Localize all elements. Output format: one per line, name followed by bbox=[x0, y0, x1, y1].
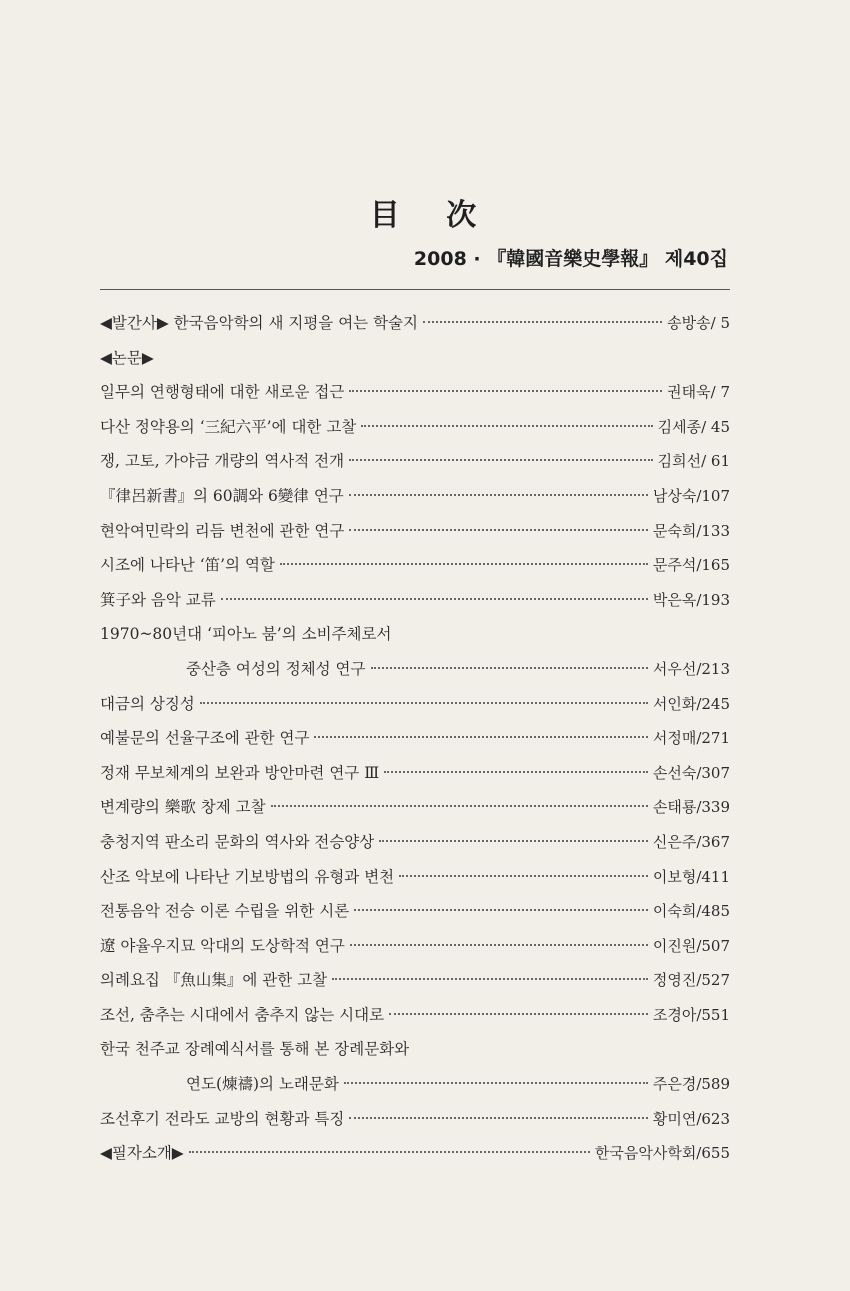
leader-dots bbox=[189, 1150, 590, 1153]
leader-dots bbox=[350, 943, 648, 946]
toc-entry-title: 『律呂新書』의 60調와 6變律 연구 bbox=[100, 486, 344, 505]
toc-entry-title: 산조 악보에 나타난 기보방법의 유형과 변천 bbox=[100, 867, 395, 886]
toc-entry bbox=[100, 548, 730, 583]
leader-dots bbox=[349, 458, 652, 461]
toc-entry-page: 손선숙/307 bbox=[652, 763, 730, 782]
toc-entry-title: 遼 야율우지묘 악대의 도상학적 연구 bbox=[100, 936, 345, 955]
toc-entry bbox=[100, 1067, 730, 1102]
toc-entry-title: 의례요집 『魚山集』에 관한 고찰 bbox=[100, 971, 328, 990]
toc-entry-title: 중산층 여성의 정체성 연구 bbox=[186, 659, 366, 678]
toc-entry bbox=[100, 756, 730, 791]
toc-entry-page: 남상숙/107 bbox=[652, 486, 730, 505]
toc-entry-page: 이진원/507 bbox=[652, 936, 730, 955]
toc-entry-first-line bbox=[100, 617, 730, 652]
toc-entry bbox=[100, 825, 730, 860]
leader-dots bbox=[371, 666, 648, 669]
page-title: 目 次 bbox=[369, 198, 495, 233]
toc-entry-first-line bbox=[100, 1032, 730, 1067]
toc-entry-title: ◀발간사▶ 한국음악학의 새 지평을 여는 학술지 bbox=[100, 314, 418, 332]
toc-entry bbox=[100, 375, 730, 410]
toc-entry bbox=[100, 894, 730, 929]
leader-dots bbox=[349, 493, 648, 496]
toc-entry-title: 조선후기 전라도 교방의 현황과 특징 bbox=[100, 1109, 345, 1128]
toc-entry-page: 권태욱/ 7 bbox=[667, 383, 730, 402]
journal-subtitle: 2008 · 『韓國音樂史學報』 제40집 bbox=[413, 248, 728, 270]
toc-entry-page: 김세종/ 45 bbox=[657, 417, 730, 436]
toc-entry-title: 한국 천주교 장례예식서를 통해 본 장례문화와 bbox=[100, 1040, 410, 1059]
toc-entry-title: 다산 정약용의 ‘三紀六平’에 대한 고찰 bbox=[100, 417, 357, 436]
toc-entry bbox=[100, 929, 730, 964]
toc-entry-page: 문주석/165 bbox=[652, 556, 730, 575]
toc-entry bbox=[100, 721, 730, 756]
toc-entry bbox=[100, 998, 730, 1033]
toc-entry-title: 변계량의 樂歌 창제 고찰 bbox=[100, 798, 266, 817]
leader-dots bbox=[389, 1012, 648, 1015]
toc-entry-title: 箕子와 음악 교류 bbox=[100, 590, 216, 609]
toc-entry-title: 시조에 나타난 ‘笛’의 역할 bbox=[100, 556, 275, 575]
toc-entry-page: 조경아/551 bbox=[652, 1005, 730, 1024]
toc-entry-title: ◀논문▶ bbox=[100, 348, 154, 367]
toc-entry bbox=[100, 790, 730, 825]
toc-entry bbox=[100, 1102, 730, 1137]
toc-entry bbox=[100, 410, 730, 445]
toc-entry-page: 김희선/ 61 bbox=[657, 452, 730, 471]
toc-entry bbox=[100, 652, 730, 687]
toc-entry-page: 박은옥/193 bbox=[652, 590, 730, 609]
toc-entry-page: 한국음악사학회/655 bbox=[594, 1144, 730, 1163]
toc-entry bbox=[100, 514, 730, 549]
toc-entry bbox=[100, 687, 730, 722]
leader-dots bbox=[384, 770, 648, 773]
toc-entry-page: 송방송/ 5 bbox=[667, 314, 730, 332]
toc-entry-page: 문숙희/133 bbox=[652, 521, 730, 540]
toc-entry-page: 황미연/623 bbox=[652, 1109, 730, 1128]
leader-dots bbox=[349, 528, 648, 531]
toc-entry-page: 이숙희/485 bbox=[652, 902, 730, 921]
toc-entry-title: ◀필자소개▶ bbox=[100, 1144, 184, 1163]
toc-entry-page: 정영진/527 bbox=[652, 971, 730, 990]
toc-entry bbox=[100, 860, 730, 895]
leader-dots bbox=[379, 839, 648, 842]
toc-entry bbox=[100, 306, 730, 341]
leader-dots bbox=[399, 874, 648, 877]
leader-dots bbox=[344, 1081, 648, 1084]
toc-entry-page: 주은경/589 bbox=[652, 1075, 730, 1094]
toc-entry bbox=[100, 1136, 730, 1171]
toc-entry-title: 1970~80년대 ‘피아노 붐’의 소비주체로서 bbox=[100, 625, 392, 644]
leader-dots bbox=[349, 389, 662, 392]
leader-dots bbox=[314, 735, 647, 738]
toc-entry-title: 연도(煉禱)의 노래문화 bbox=[186, 1075, 339, 1094]
toc-entry-title: 충청지역 판소리 문화의 역사와 전승양상 bbox=[100, 832, 375, 851]
divider bbox=[100, 289, 730, 290]
leader-dots bbox=[423, 320, 662, 323]
toc-entry-title: 전통음악 전승 이론 수립을 위한 시론 bbox=[100, 902, 350, 921]
toc-entry-title: 정재 무보체계의 보완과 방안마련 연구 Ⅲ bbox=[100, 763, 380, 782]
toc-entry-title: 일무의 연행형태에 대한 새로운 접근 bbox=[100, 383, 345, 402]
toc-section-heading bbox=[100, 341, 730, 376]
toc-entry-title: 조선, 춤추는 시대에서 춤추지 않는 시대로 bbox=[100, 1005, 385, 1024]
toc-entry bbox=[100, 583, 730, 618]
toc-entry-page: 신은주/367 bbox=[652, 832, 730, 851]
toc-entry-title: 예불문의 선율구조에 관한 연구 bbox=[100, 729, 310, 748]
toc-entry-page: 서우선/213 bbox=[652, 659, 730, 678]
toc-entry-page: 이보형/411 bbox=[652, 867, 730, 886]
toc-entry-title: 대금의 상징성 bbox=[100, 694, 195, 713]
table-of-contents bbox=[100, 306, 730, 1171]
toc-entry-page: 서정매/271 bbox=[652, 729, 730, 748]
toc-entry-title: 쟁, 고토, 가야금 개량의 역사적 전개 bbox=[100, 452, 345, 471]
leader-dots bbox=[221, 597, 648, 600]
toc-entry-page: 손태룡/339 bbox=[652, 798, 730, 817]
leader-dots bbox=[349, 1116, 648, 1119]
toc-entry-page: 서인화/245 bbox=[652, 694, 730, 713]
toc-entry bbox=[100, 444, 730, 479]
toc-entry bbox=[100, 479, 730, 514]
leader-dots bbox=[271, 804, 648, 807]
leader-dots bbox=[280, 562, 648, 565]
toc-entry-title: 현악여민락의 리듬 변천에 관한 연구 bbox=[100, 521, 345, 540]
leader-dots bbox=[200, 701, 648, 704]
leader-dots bbox=[354, 908, 648, 911]
toc-entry bbox=[100, 963, 730, 998]
leader-dots bbox=[361, 424, 652, 427]
leader-dots bbox=[332, 977, 648, 980]
